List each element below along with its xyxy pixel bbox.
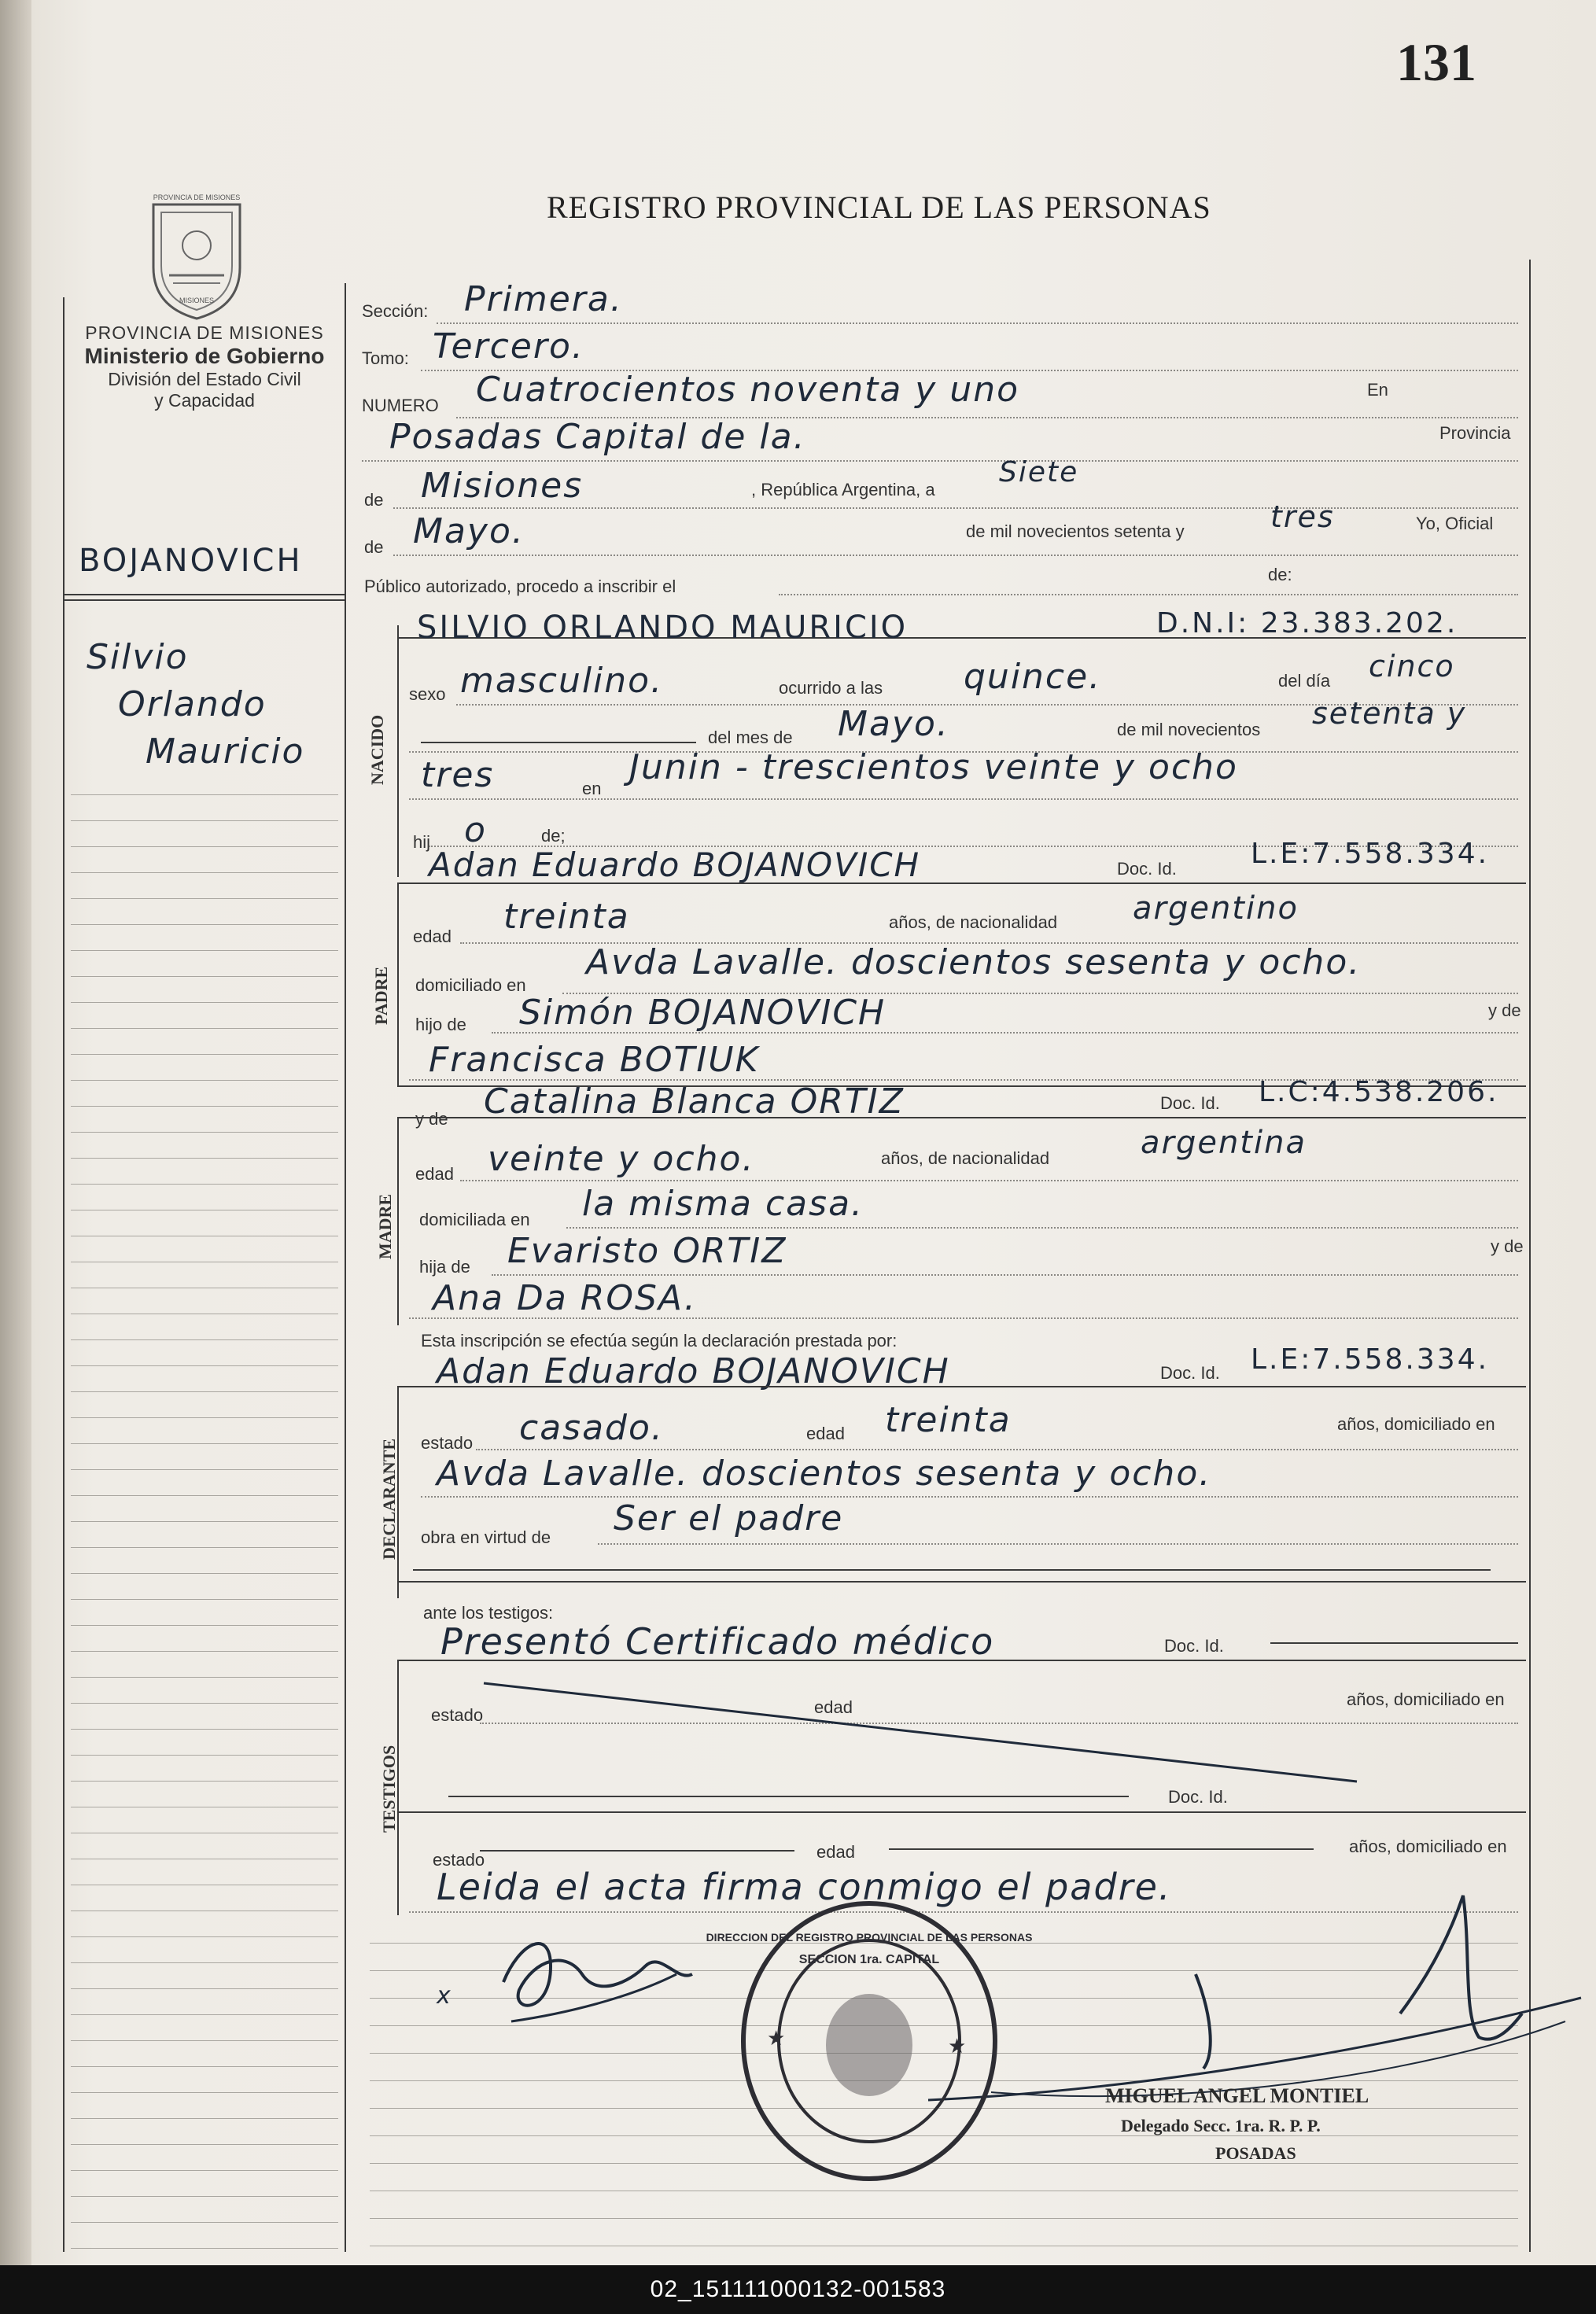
value-abuelo-mat: Evaristo ORTIZ xyxy=(507,1231,787,1271)
org-province: PROVINCIA DE MISIONES xyxy=(85,322,324,343)
label-t2-estado: estado xyxy=(433,1850,485,1870)
svg-text:DIRECCION DEL REGISTRO PROVINC: DIRECCION DEL REGISTRO PROVINCIAL DE LAS PERSONAS xyxy=(706,1931,1033,1944)
stamp-role: Delegado Secc. 1ra. R. P. P. xyxy=(1121,2116,1321,2135)
label-del-dia: del día xyxy=(1278,671,1331,691)
value-tomo: Tercero. xyxy=(433,326,584,367)
label-seccion: Sección: xyxy=(362,301,429,321)
value-seccion: Primera. xyxy=(464,279,623,319)
value-provincia: Misiones xyxy=(421,466,584,506)
value-decl-nombre: Adan Eduardo BOJANOVICH xyxy=(437,1351,950,1391)
value-abuelo-pat: Simón BOJANOVICH xyxy=(519,993,886,1033)
stamp-name: MIGUEL ANGEL MONTIEL xyxy=(1105,2084,1369,2107)
page-number: 131 xyxy=(1396,32,1476,92)
section-nacido: NACIDO xyxy=(367,714,387,785)
org-capacity: y Capacidad xyxy=(154,390,255,411)
value-testigo1: Presentó Certificado médico xyxy=(440,1620,995,1663)
label-madre-y-de: y de xyxy=(415,1109,448,1129)
label-decl-doc: Doc. Id. xyxy=(1160,1363,1220,1383)
value-madre-doc: L.C:4.538.206. xyxy=(1259,1076,1499,1108)
svg-text:★: ★ xyxy=(948,2034,967,2058)
value-padre-nac: argentino xyxy=(1133,890,1299,927)
label-decl-edad: edad xyxy=(806,1424,845,1443)
margin-given-1: Silvio xyxy=(87,637,189,677)
label-testigo1-doc: Doc. Id. xyxy=(1164,1636,1224,1656)
label-sexo: sexo xyxy=(409,684,446,704)
label-t2-anos: años, domiciliado en xyxy=(1349,1837,1507,1856)
label-hija-de: hija de xyxy=(419,1257,470,1277)
label-madre-y-de-2: y de xyxy=(1491,1236,1524,1256)
value-decl-dom: Avda Lavalle. doscientos sesenta y ocho. xyxy=(437,1454,1212,1494)
value-decl-edad: treinta xyxy=(885,1400,1012,1440)
official-round-stamp-icon xyxy=(706,1896,1033,2187)
registry-title: REGISTRO PROVINCIAL DE LAS PERSONAS xyxy=(547,190,1211,225)
value-hora: quince. xyxy=(964,657,1102,697)
svg-text:MISIONES: MISIONES xyxy=(179,297,215,304)
label-tomo: Tomo: xyxy=(362,348,409,368)
label-en-lugar: en xyxy=(582,779,602,798)
label-hij: hij xyxy=(413,832,431,852)
section-madre: MADRE xyxy=(375,1193,395,1259)
label-madre-edad: edad xyxy=(415,1164,454,1184)
value-dia: Siete xyxy=(999,456,1079,488)
value-anio-nac-2: tres xyxy=(421,755,495,795)
label-t1-doc: Doc. Id. xyxy=(1168,1787,1228,1807)
label-decl-estado: estado xyxy=(421,1433,474,1453)
svg-text:SECCION 1ra. CAPITAL: SECCION 1ra. CAPITAL xyxy=(798,1953,940,1966)
label-madre-doc: Doc. Id. xyxy=(1160,1093,1220,1113)
value-lugar-nac: Junin - trescientos veinte y ocho xyxy=(629,747,1238,787)
value-abuela-mat: Ana Da ROSA. xyxy=(433,1278,697,1318)
label-madre-dom: domiciliada en xyxy=(419,1210,530,1229)
image-id-caption: 02_151111000132-001583 xyxy=(650,2276,946,2302)
section-declarante: DECLARANTE xyxy=(379,1438,399,1560)
svg-text:PROVINCIA DE MISIONES: PROVINCIA DE MISIONES xyxy=(153,193,241,201)
label-t1-estado: estado xyxy=(431,1705,484,1725)
label-padre-edad: edad xyxy=(413,927,452,946)
value-padre-nombre: Adan Eduardo BOJANOVICH xyxy=(429,846,921,884)
label-t2-edad: edad xyxy=(816,1842,855,1862)
value-hij: o xyxy=(464,810,487,850)
label-ocurrido: ocurrido a las xyxy=(779,678,883,698)
label-de-inscribir: de: xyxy=(1268,565,1292,584)
svg-text:★: ★ xyxy=(767,2026,786,2050)
label-de-mil: de mil novecientos setenta y xyxy=(966,521,1185,541)
org-ministry: Ministerio de Gobierno xyxy=(84,344,325,368)
value-decl-doc: L.E:7.558.334. xyxy=(1251,1343,1490,1376)
label-padre-dom: domiciliado en xyxy=(415,975,526,995)
value-padre-dom: Avda Lavalle. doscientos sesenta y ocho. xyxy=(586,942,1362,982)
value-abuela-pat: Francisca BOTIUK xyxy=(429,1040,760,1080)
label-padre-doc: Doc. Id. xyxy=(1117,859,1177,879)
value-padre-doc: L.E:7.558.334. xyxy=(1251,838,1490,870)
value-nombre: SILVIO ORLANDO MAURICIO xyxy=(417,610,909,646)
value-lugar: Posadas Capital de la. xyxy=(389,417,806,457)
value-mes: Mayo. xyxy=(413,511,525,551)
label-republica: , República Argentina, a xyxy=(751,480,935,499)
label-yo-oficial: Yo, Oficial xyxy=(1416,514,1494,533)
value-cierre: Leida el acta firma conmigo el padre. xyxy=(437,1866,1172,1908)
value-numero: Cuatrocientos noventa y uno xyxy=(476,370,1020,410)
org-division: División del Estado Civil xyxy=(108,369,301,389)
label-de-padres: de; xyxy=(541,826,566,846)
label-publico: Público autorizado, procedo a inscribir el xyxy=(364,577,676,596)
value-anio-nac-1: setenta y xyxy=(1312,696,1467,731)
section-padre: PADRE xyxy=(371,966,391,1025)
value-madre-edad: veinte y ocho. xyxy=(488,1139,755,1179)
margin-surname: BOJANOVICH xyxy=(79,543,303,579)
label-padre-y-de: y de xyxy=(1488,1000,1521,1020)
label-t1-anos: años, domiciliado en xyxy=(1347,1689,1505,1709)
image-id-strip xyxy=(0,2265,1596,2314)
value-madre-dom: la misma casa. xyxy=(582,1184,864,1224)
label-del-mes: del mes de xyxy=(708,728,793,747)
label-de-mes: de xyxy=(364,537,384,557)
label-hijo-de: hijo de xyxy=(415,1015,466,1034)
value-sexo: masculino. xyxy=(460,661,664,701)
value-dia-nac: cinco xyxy=(1369,649,1455,684)
signature-x-mark: x xyxy=(437,1982,452,2010)
label-en: En xyxy=(1367,380,1388,400)
label-de-mil-nac: de mil novecientos xyxy=(1117,720,1261,739)
label-esta-inscripcion: Esta inscripción se efectúa según la declaración prestada por: xyxy=(421,1331,898,1350)
value-madre-nac: argentina xyxy=(1141,1125,1307,1161)
label-provincia: Provincia xyxy=(1439,423,1511,443)
value-anio: tres xyxy=(1270,499,1335,534)
label-de-provincia: de xyxy=(364,490,384,510)
value-decl-obra: Ser el padre xyxy=(614,1498,844,1538)
margin-given-2: Orlando xyxy=(118,684,267,724)
margin-given-3: Mauricio xyxy=(146,731,305,772)
value-dni: D.N.I: 23.383.202. xyxy=(1156,607,1458,639)
label-padre-anos: años, de nacionalidad xyxy=(889,912,1058,932)
label-madre-anos: años, de nacionalidad xyxy=(881,1148,1050,1168)
label-obra: obra en virtud de xyxy=(421,1527,551,1547)
stamp-city: POSADAS xyxy=(1215,2143,1296,2163)
label-ante: ante los testigos: xyxy=(423,1603,554,1623)
value-padre-edad: treinta xyxy=(503,897,630,937)
value-mes-nac: Mayo. xyxy=(838,704,949,744)
section-testigos: TESTIGOS xyxy=(379,1745,399,1833)
label-t1-edad: edad xyxy=(814,1697,853,1717)
value-decl-estado: casado. xyxy=(519,1408,664,1448)
value-madre-nombre: Catalina Blanca ORTIZ xyxy=(484,1081,905,1122)
label-decl-anos: años, domiciliado en xyxy=(1337,1414,1495,1434)
label-numero: NUMERO xyxy=(362,396,439,415)
